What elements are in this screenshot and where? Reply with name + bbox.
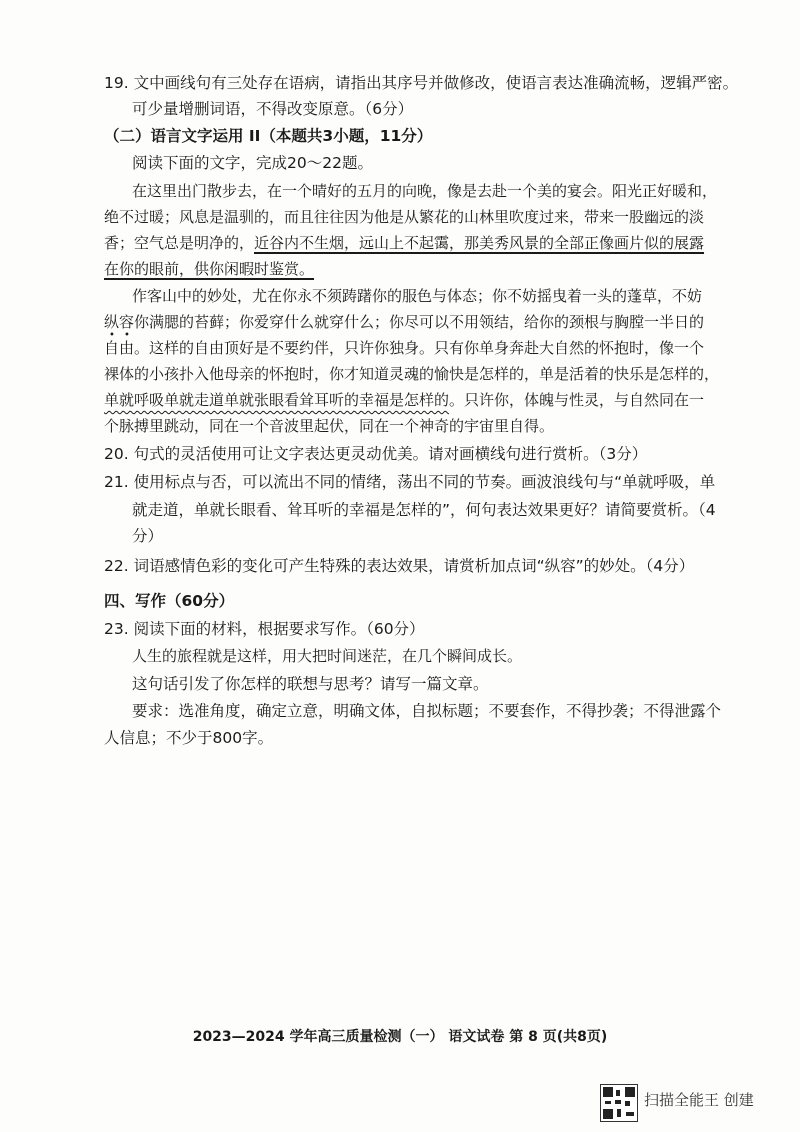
passage-p2-line6: 个脉搏里跳动，同在一个音波里起伏，同在一个神奇的宇宙里自得。 (104, 417, 555, 435)
reading-intro: 阅读下面的文字，完成20～22题。 (132, 154, 373, 172)
q23-prompt: 这句话引发了你怎样的联想与思考？请写一篇文章。 (132, 675, 489, 693)
section4-title: 四、写作（60分） (104, 592, 235, 610)
section2-title: （二）语言文字运用 II（本题共3小题，11分） (104, 127, 433, 145)
dotted-word-char1: 纵 (104, 313, 120, 331)
passage-p2-line2 (104, 311, 704, 333)
underlined-sentence-part2: 在你的眼前，供你闲暇时鉴赏。 (104, 260, 315, 278)
q21-line1: 21. 使用标点与否，可以流出不同的情绪，荡出不同的节奏。画波浪线句与“单就呼吸，单 (104, 473, 716, 491)
dotted-word-char2: 容 (119, 313, 135, 331)
q23-requirements-line2: 人信息；不少于800字。 (104, 729, 274, 747)
q22: 22. 词语感情色彩的变化可产生特殊的表达效果，请赏析加点词“纵容”的妙处。（4分） (104, 557, 695, 575)
q21-line2: 就走道，单就长眼看、耸耳听的幸福是怎样的”，何句表达效果更好？请简要赏析。（4 (132, 501, 716, 519)
q21-line3: 分） (132, 527, 164, 545)
passage-p1-line1: 在这里出门散步去，在一个晴好的五月的向晚，像是去赴一个美的宴会。阳光正好暖和， (132, 182, 718, 200)
passage-p2-line5-rest: 。只许你，体魄与性灵，与自然同在一 (449, 391, 705, 409)
passage-p2-line2-rest: 你满腮的苔藓；你爱穿什么就穿什么；你尽可以不用领结，给你的颈根与胸膛一半日的 (134, 313, 705, 331)
passage-p2-line3: 自由。这样的自由顶好是不要约伴，只许你独身。只有你单身奔赴大自然的怀抱时，像一个 (104, 339, 705, 357)
passage-p1-line3-text: 香；空气总是明净的， (104, 234, 255, 252)
passage-p1-line3 (104, 232, 704, 254)
q23-material: 人生的旅程就是这样，用大把时间迷茫，在几个瞬间成长。 (132, 647, 523, 665)
passage-p2-line4: 裸体的小孩扑入他母亲的怀抱时，你才知道灵魂的愉快是怎样的，单是活着的快乐是怎样的， (104, 365, 720, 383)
q19-line1: 19. 文中画线句有三处存在语病，请指出其序号并做修改，使语言表达准确流畅，逻辑严密。 (104, 74, 739, 92)
q19-line2: 可少量增删词语，不得改变原意。（6分） (132, 100, 414, 118)
underlined-sentence-part1: 近谷内不生烟，远山上不起霭，那美秀风景的全部正像画片似的展露 (254, 234, 705, 252)
page-footer: 2023—2024 学年高三质量检测（一） 语文试卷 第 8 页(共8页) (192, 1029, 608, 1045)
qr-code-icon (600, 1084, 638, 1122)
q23-line1: 23. 阅读下面的材料，根据要求写作。（60分） (104, 620, 425, 638)
passage-p2-line1: 作客山中的妙处，尤在你永不须踌躇你的服色与体态；你不妨摇曳着一头的蓬草，不妨 (132, 287, 703, 305)
wavy-underlined-sentence: 单就呼吸单就走道单就张眼看耸耳听的幸福是怎样的 (104, 391, 450, 409)
passage-p1-line4 (104, 258, 314, 280)
passage-p2-line5 (104, 389, 704, 411)
q20: 20. 句式的灵活使用可让文字表达更灵动优美。请对画横线句进行赏析。（3分） (104, 445, 648, 463)
q23-requirements-line1: 要求：选准角度，确定立意，明确文体，自拟标题；不要套作，不得抄袭；不得泄露个 (132, 702, 722, 720)
scanner-watermark: 扫描全能王 创建 (644, 1091, 754, 1109)
passage-p1-line2: 绝不过暖；风息是温驯的，而且往往因为他是从繁花的山林里吹度过来，带来一股幽远的淡 (104, 208, 705, 226)
